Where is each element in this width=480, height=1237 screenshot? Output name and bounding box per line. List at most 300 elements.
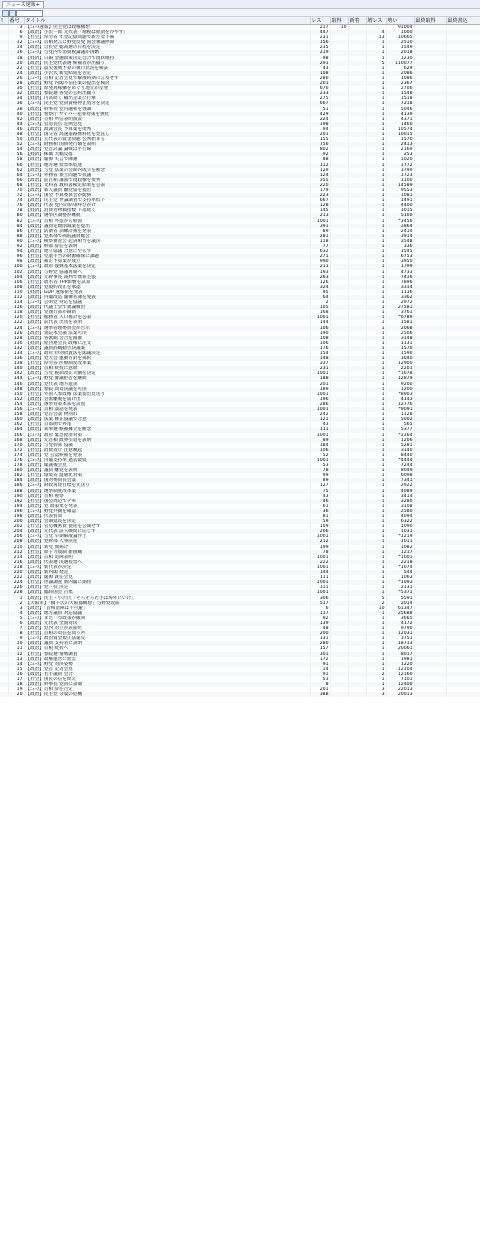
table-cell: 1 [366,81,386,86]
column-header[interactable]: 取得 [330,17,348,25]
table-cell: 42 [8,117,24,122]
table-cell: 2972 [386,300,414,305]
table-cell: 【政治】小沢氏 新党結成を否定 [24,71,310,76]
table-cell: 61 [310,504,330,509]
table-cell: 208 [8,539,24,544]
table-cell: 280 [310,76,330,81]
table-cell: 【政治】幹事長 党員に書簡 [24,682,310,687]
table-cell: *1219 [386,534,414,539]
table-cell: 1 [366,326,386,331]
table-cell: 1 [366,320,386,325]
table-cell: 7341 [386,478,414,483]
table-cell: 1549 [386,45,414,50]
table-cell: 214 [8,555,24,560]
table-cell: 【政治】国対委員長会談 [24,478,310,483]
table-cell: 1 [366,270,386,275]
table-cell: 1548 [386,91,414,96]
table-cell: 130 [8,341,24,346]
table-cell: 1001 [310,534,330,539]
table-cell: 15 [8,667,24,672]
table-cell: 1230 [386,56,414,61]
table-cell: 121 [310,417,330,422]
table-cell: 124 [8,326,24,331]
table-cell: 1015 [386,208,414,213]
table-cell: 【政治】党幹部 人事決定 [24,539,310,544]
table-cell: 114 [8,300,24,305]
table-cell: 2 [8,601,24,606]
table-cell: 3751 [386,636,414,641]
table-cell: 117 [310,611,330,616]
table-cell: 【政治】代表選 決選投票へ [24,560,310,565]
table-cell: 263 [310,275,330,280]
table-cell: 1 [366,412,386,417]
table-cell: 220 [310,183,330,188]
table-cell: 1081 [386,193,414,198]
table-cell: 2218 [386,560,414,565]
table-cell: 216 [8,560,24,565]
table-cell: 3761 [386,310,414,315]
table-cell: 1 [366,652,386,657]
table-cell: 1200 [386,387,414,392]
table-cell: 1001 [310,580,330,585]
table-cell: 72 [8,193,24,198]
table-cell: 3314 [386,285,414,290]
table-cell: 126 [310,280,330,285]
table-cell: 91 [310,662,330,667]
table-cell: 81 [310,514,330,519]
table-cell: 120 [8,315,24,320]
table-cell: 144 [8,376,24,381]
table-cell: 80 [8,213,24,218]
table-cell: 211 [310,264,330,269]
table-cell: 128 [310,203,330,208]
table-cell: 98 [310,56,330,61]
table-cell: 1590 [386,351,414,356]
table-cell: *1678 [386,371,414,376]
table-cell: 22 [8,66,24,71]
table-cell: 7416 [386,275,414,280]
table-cell: 【社会】震災復興予算の執行状況を検証 [24,66,310,71]
table-cell: 1 [366,71,386,76]
table-cell: 144 [310,320,330,325]
column-header[interactable]: 新着 [348,17,366,25]
table-cell: 1 [366,545,386,550]
table-cell: 【政治】議員定数削減案を提出 [24,224,310,229]
table-cell: 【政治】首相 所信表明演説 [24,117,310,122]
table-cell: 144 [310,570,330,575]
table-cell: 1981 [386,657,414,662]
table-cell: 756 [310,142,330,147]
table-cell: 118 [8,310,24,315]
table-cell: 182 [8,473,24,478]
table-cell: 1 [366,611,386,616]
table-cell: 1 [366,438,386,443]
table-cell: 106 [310,448,330,453]
table-cell: 1 [366,275,386,280]
table-cell: 178 [8,463,24,468]
table-cell: 【政治】代表 党内の結束呼びかけ [24,203,310,208]
table-cell: 146 [8,382,24,387]
table-cell: 1 [366,101,386,106]
table-cell: 1 [366,346,386,351]
table-cell: 3950 [386,259,414,264]
table-cell: 1011 [386,539,414,544]
table-cell: 156 [8,407,24,412]
column-header[interactable]: ! [0,17,8,25]
table-cell: 【経済】円高続く 輸出企業に打撃 [24,96,310,101]
table-cell: 180 [8,468,24,473]
table-cell: 34 [8,96,24,101]
table-cell: 150 [8,392,24,397]
table-cell: 1 [366,448,386,453]
table-cell: 【政治】党執行部が刷新 [24,310,310,315]
table-cell: 2864 [386,224,414,229]
table-cell: 75 [310,489,330,494]
table-cell: 7896 [386,280,414,285]
table-cell: 3 [8,25,24,31]
column-header[interactable]: 最終書込 [446,17,480,25]
table-cell: 224 [8,580,24,585]
table-cell: 【ﾆｭｰｽ】野党共闘を確認 [24,509,310,514]
table-cell: 38 [8,107,24,112]
table-cell: 【ﾆｭｰｽ】首相発言に野党反発 国会審議停滞 [24,40,310,45]
table-cell: 3414 [386,494,414,499]
table-cell: 2018 [386,50,414,55]
table-cell: 1 [366,529,386,534]
table-cell: 184 [310,443,330,448]
table-cell: 1 [366,132,386,137]
table-cell [348,692,366,697]
table-cell: 226 [8,585,24,590]
table-cell: 2706 [386,86,414,91]
table-cell: 【ﾆｭｰｽ】検察審査会 起訴相当を議決 [24,239,310,244]
table-cell: 1063 [386,575,414,580]
table-cell: 19 [8,687,24,692]
table-cell: 1581 [386,320,414,325]
table-cell: 【政治】与野党 協議再開へ [24,270,310,275]
table-cell: 1 [366,636,386,641]
refresh-icon[interactable] [2,10,9,17]
table-cell: 【社会】国民の信を問え [24,677,310,682]
table-cell: 2 [366,672,386,677]
table-cell: 【政治】首相 続投に意欲 [24,366,310,371]
table-cell: 【社会】総務省 人口推計を公表 [24,315,310,320]
table-cell: 154 [8,402,24,407]
table-cell: *1093 [386,580,414,585]
table-cell: 176 [8,458,24,463]
table-cell: 112 [8,295,24,300]
table-cell: 222 [310,560,330,565]
table-cell: 1 [366,107,386,112]
table-cell: 【政治】臨時国会 召集 [24,590,310,595]
table-cell: *4444 [386,458,414,463]
table-cell: 1 [366,137,386,142]
table-cell: 【社会】首相の責任を問う声 [24,631,310,636]
table-cell: 【社会】厚労省 医療制度改革案 [24,361,310,366]
table-cell: 88 [8,234,24,239]
table-cell: 1 [366,361,386,366]
table-cell: 1 [366,667,386,672]
table-cell: 78 [8,208,24,213]
table-cell: 200 [310,631,330,636]
table-cell: 1001 [310,219,330,224]
table-cell: 1 [366,417,386,422]
table-cell: 91 [310,672,330,677]
table-cell: 【経済】株価 大幅反落 [24,152,310,157]
table-cell: 1 [366,183,386,188]
column-header[interactable]: 番号 [8,17,24,25]
table-cell: 【政治】党規約改正を承認 [24,285,310,290]
table-cell: 5002 [386,417,414,422]
table-cell: 1 [366,514,386,519]
table-cell: 12776 [386,402,414,407]
table-cell: 1 [366,168,386,173]
table-cell: 62 [8,168,24,173]
table-cell: 1 [366,163,386,168]
column-header-row [0,17,480,25]
table-cell: 【社会】消費者庁 注意喚起 [24,448,310,453]
table-cell: 1 [366,173,386,178]
table-cell: 1 [366,76,386,81]
table-cell: 【政治】新人議員 離党届を提出 [24,188,310,193]
table-cell: 1 [366,397,386,402]
table-cell: 1 [366,494,386,499]
search-input[interactable] [16,10,43,17]
table-cell: 2086 [386,71,414,76]
table-cell: 17 [8,677,24,682]
column-header[interactable]: レス [310,17,330,25]
table-cell: 1001 [310,458,330,463]
table-cell: 【ﾆｭｰｽ】政府 復興基本法案を決定 [24,264,310,269]
table-cell: 2413 [386,142,414,147]
table-cell: 1 [366,305,386,310]
tab-news[interactable]: ニュース速報+ [2,1,44,8]
table-cell: 291 [310,61,330,66]
table-cell: 219 [310,50,330,55]
table-cell: 1 [366,478,386,483]
table-cell: 192 [8,499,24,504]
table-cell: 1 [366,224,386,229]
table-cell: 11 [8,646,24,651]
table-cell: 1 [366,392,386,397]
table-cell: 1 [366,290,386,295]
table-cell: 1136 [386,290,414,295]
table-cell: 108 [310,336,330,341]
table-cell: 43 [310,66,330,71]
table-cell: 94 [310,127,330,132]
table-cell: 190 [310,331,330,336]
table-cell: 231 [310,366,330,371]
table-cell: 1 [366,371,386,376]
table-cell: 1 [366,443,386,448]
filter-icon[interactable] [9,10,16,17]
table-cell: 【政治】与党幹部 協議 [24,443,310,448]
table-cell: 235 [310,45,330,50]
table-cell: 52 [8,142,24,147]
table-cell: 【政治】「首相退陣は不可避」 [24,606,310,611]
table-cell: 【政治】選挙対策本部を設置 [24,402,310,407]
table-cell: 132 [8,346,24,351]
column-header[interactable]: タイトル [24,17,310,25]
table-cell: 201 [310,687,330,692]
table-cell: 18713 [386,641,414,646]
table-cell: 544 [386,570,414,575]
table-cell: 【政治】新内閣 発足 [24,570,310,575]
table-cell: 【政治】若手議員 会合 [24,672,310,677]
table-cell: 223 [310,193,330,198]
table-cell: 9 [8,35,24,40]
table-cell: 【社会】官房機密費 使途を公開せず [24,524,310,529]
table-cell: 82 [8,219,24,224]
table-cell: 【政治】首相 退陣表明 [24,555,310,560]
table-cell: 52 [310,453,330,458]
table-cell: 1 [366,264,386,269]
table-cell: 157 [310,646,330,651]
table-cell: 2506 [386,331,414,336]
table-cell: 7 [8,626,24,631]
table-cell: 142 [8,371,24,376]
table-cell: 201 [310,81,330,86]
table-cell: 154 [310,351,330,356]
table-cell: 74 [8,198,24,203]
table-cell: 1 [366,646,386,651]
table-cell: 6753 [386,254,414,259]
table-cell: 218 [8,565,24,570]
table-cell: 233 [310,91,330,96]
table-cell: 【政治】代議士会で異論噴出 [24,305,310,310]
table-cell: 【政治】党首討論 論戦は平行線 [24,147,310,152]
table-cell: 54 [8,147,24,152]
table-cell: 1100 [386,178,414,183]
table-cell: 【経済】消費者物価指数 下落続く [24,208,310,213]
table-cell: 136 [8,356,24,361]
table-cell: 200 [8,519,24,524]
table-cell: 1020 [386,157,414,162]
table-cell: 1 [366,453,386,458]
table-cell: 196 [8,509,24,514]
table-cell: 122 [8,320,24,325]
table-cell: 1 [366,483,386,488]
table-cell: 【政治】選挙制度改革案 [24,489,310,494]
toolbar [0,9,480,17]
table-cell: 【政治】内閣改造 閣僚名簿を発表 [24,295,310,300]
table-cell: 1082 [386,545,414,550]
table-cell: 20 [8,692,24,697]
table-cell: 6 [8,621,24,626]
table-cell: 50 [8,137,24,142]
table-cell: 【政治】首相 視察 [24,494,310,499]
table-cell: 99 [310,473,330,478]
table-cell: 53 [310,677,330,682]
table-cell: 222 [8,575,24,580]
table-cell: 124 [310,173,330,178]
table-cell: 1001 [310,433,330,438]
table-cell: 1 [366,188,386,193]
table-cell: 188 [8,489,24,494]
table-cell: 【政治】政調会長 予算案を批判 [24,127,310,132]
table-cell: 1 [366,504,386,509]
table-cell: 78 [310,468,330,473]
table-cell: 32 [8,91,24,96]
table-cell: 2922 [386,483,414,488]
table-cell: 108 [310,71,330,76]
table-cell: 【政治】閣議後会見 [24,463,310,468]
table-cell: 【政治】与党 法案の会期内成立を断念 [24,168,310,173]
table-cell: 1 [366,341,386,346]
table-cell: 3040 [386,356,414,361]
table-cell: 【政治】自民党 総裁選の日程を決定 [24,45,310,50]
table-cell: 【ﾆｭｰｽ】政府 特別措置法を閣議決定 [24,351,310,356]
thread-rows [0,25,480,698]
table-cell: 990 [310,259,330,264]
table-cell: 128 [8,336,24,341]
table-cell: 2068 [386,326,414,331]
table-cell: 1 [366,524,386,529]
table-cell: 【政治】党三役 決定 [24,585,310,590]
table-cell: 1031 [386,529,414,534]
table-cell: 【政治】前代表 出馬を表明 [24,320,310,325]
table-cell: 18 [8,682,24,687]
table-cell: 109 [310,524,330,529]
table-cell: 1 [366,208,386,213]
table-cell: 12879 [386,376,414,381]
table-cell: 1 [366,570,386,575]
table-cell: 1 [366,280,386,285]
table-cell: 4139 [386,112,414,117]
table-cell: 4400 [386,203,414,208]
table-cell: 1 [366,427,386,432]
table-cell: 77 [310,244,330,249]
table-cell: 1 [366,122,386,127]
table-cell: 6 [8,30,24,35]
table-cell: 9553 [386,188,414,193]
table-row[interactable] [0,692,480,697]
table-cell: 【経済】日銀 金融政策決定会合で現状維持 [24,56,310,61]
table-cell: 46 [310,499,330,504]
table-cell: 68 [8,183,24,188]
table-cell: 53 [310,463,330,468]
table-cell: 1 [366,539,386,544]
table-cell: 1 [366,310,386,315]
column-header[interactable]: 勢い [386,17,414,25]
table-cell: 【社会】外国人参政権 法案提出見送り [24,392,310,397]
table-cell: 25688 [386,611,414,616]
table-cell: 【ﾆｭｰｽ】野党 対決姿勢 [24,662,310,667]
table-cell: 【政治】党首会談 物別れ [24,412,310,417]
column-header[interactable]: 最終取得 [414,17,446,25]
column-header[interactable]: 増レス [366,17,386,25]
table-cell: 3280 [386,499,414,504]
table-cell: *2264 [386,433,414,438]
table-cell: 106 [310,341,330,346]
table-cell: 1 [366,621,386,626]
table-cell: 186 [8,483,24,488]
table-cell: 217 [310,25,330,31]
table-cell: 1460 [386,122,414,127]
table-cell: *8903 [386,392,414,397]
table-cell: 36 [8,101,24,106]
table-cell: 9200 [386,382,414,387]
table-cell: 43 [310,494,330,499]
table-cell: 【政治】与党 税制改正大綱を決定 [24,371,310,376]
table-cell: 78 [310,550,330,555]
table-cell: 802 [310,147,330,152]
table-cell: 24 [8,71,24,76]
table-cell: 【政治】小沢一郎 元代表「増税は経済を冷やす」 [24,30,310,35]
table-cell: 27581 [386,305,414,310]
table-cell: 20061 [386,646,414,651]
table-cell: 【政治】党 政策集を発表 [24,504,310,509]
